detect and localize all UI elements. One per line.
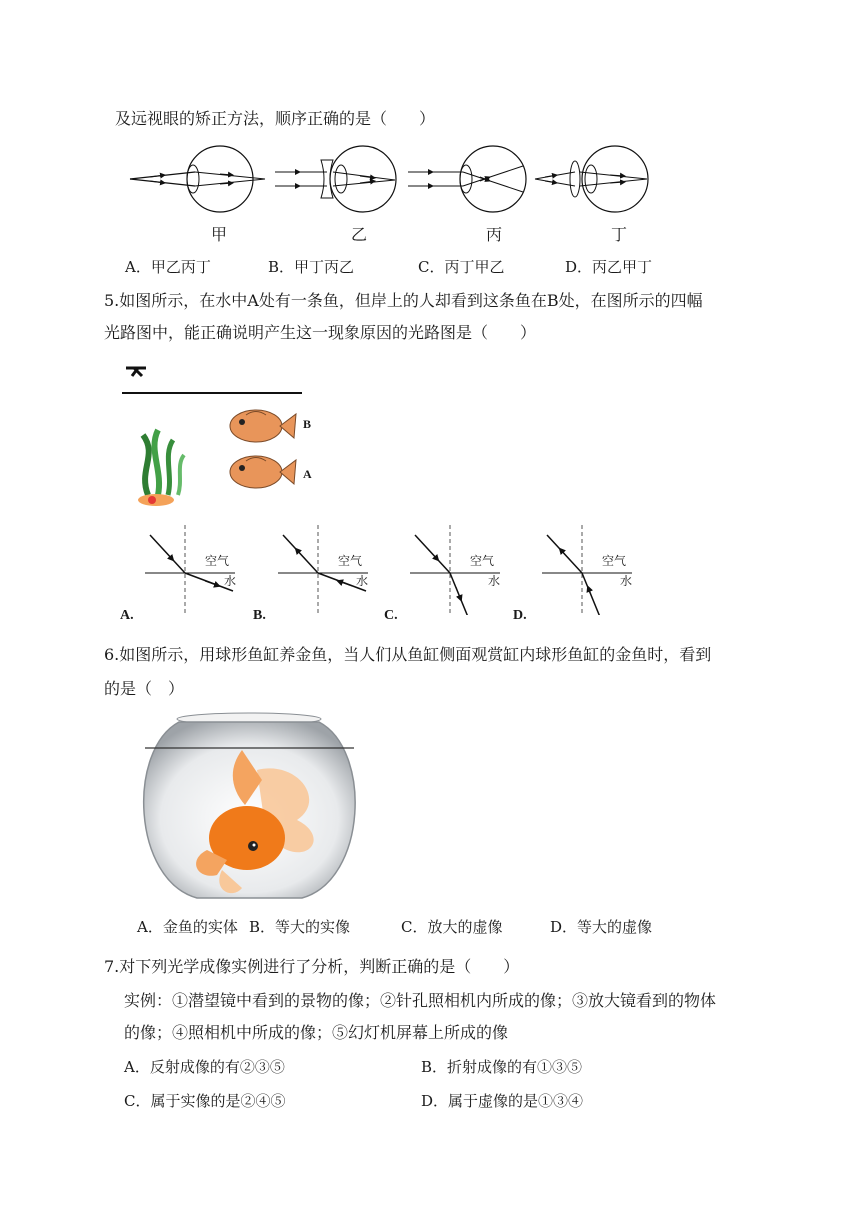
panel-label-a: A. — [120, 608, 134, 623]
panel-b-water-label: 水 — [356, 574, 369, 588]
eye-diagram-yi — [275, 146, 396, 212]
eye-icon — [126, 368, 146, 376]
fishbowl-figure — [137, 710, 362, 906]
panel-d-water-label: 水 — [620, 574, 633, 588]
q7-option-a: A．反射成像的有②③⑤ — [124, 1058, 285, 1076]
panel-c-water-label: 水 — [488, 574, 501, 588]
eye-diagrams-figure — [125, 144, 685, 224]
q6-option-b: B．等大的实像 — [249, 918, 351, 936]
q7-example-line2: 的像；④照相机中所成的像；⑤幻灯机屏幕上所成的像 — [124, 1023, 509, 1042]
q6-stem-line1: 6.如图所示，用球形鱼缸养金鱼，当人们从鱼缸侧面观赏缸内球形鱼缸的金鱼时，看到 — [104, 645, 712, 664]
q6-option-d: D．等大的虚像 — [550, 918, 653, 936]
q7-option-d: D．属于虚像的是①③④ — [421, 1092, 584, 1110]
eye-diagram-ding — [535, 146, 648, 212]
panel-d-air-label: 空气 — [602, 554, 627, 568]
fish-scene-figure — [118, 360, 348, 520]
figure-label-jia: 甲 — [211, 225, 228, 244]
fish-label-a: A — [303, 467, 312, 481]
q7-option-c: C．属于实像的是②④⑤ — [124, 1092, 286, 1110]
eye-diagram-bing — [408, 146, 526, 212]
q7-option-b: B．折射成像的有①③⑤ — [421, 1058, 583, 1076]
q4-intro: 及远视眼的矫正方法，顺序正确的是（ ） — [115, 109, 436, 128]
panel-a-air-label: 空气 — [205, 554, 230, 568]
q4-option-b: B．甲丁丙乙 — [268, 258, 355, 276]
eye-diagram-jia — [130, 146, 265, 212]
panel-b-air-label: 空气 — [338, 554, 363, 568]
panel-c-air-label: 空气 — [470, 554, 495, 568]
figure-label-bing: 丙 — [486, 225, 503, 244]
panel-label-b: B. — [253, 608, 266, 623]
q4-option-a: A．甲乙丙丁 — [125, 258, 211, 276]
figure-label-yi: 乙 — [351, 225, 368, 244]
q6-option-c: C．放大的虚像 — [401, 918, 503, 936]
q5-stem-line1: 5.如图所示，在水中A处有一条鱼，但岸上的人却看到这条鱼在B处，在图所示的四幅 — [104, 291, 703, 310]
q5-stem-line2: 光路图中，能正确说明产生这一现象原因的光路图是（ ） — [104, 323, 537, 342]
q4-option-d: D．丙乙甲丁 — [565, 258, 653, 276]
fish-label-b: B — [303, 417, 312, 431]
q6-stem-line2: 的是（ ） — [104, 679, 185, 698]
fish-b-icon — [230, 410, 296, 442]
panel-label-c: C. — [384, 608, 398, 623]
seaweed-icon — [138, 430, 184, 506]
panel-label-d: D. — [513, 608, 527, 623]
fish-a-icon — [230, 456, 296, 488]
q7-example-line1: 实例：①潜望镜中看到的景物的像；②针孔照相机内所成的像；③放大镜看到的物体 — [124, 991, 717, 1010]
q4-option-c: C．丙丁甲乙 — [418, 258, 505, 276]
figure-label-ding: 丁 — [611, 225, 628, 244]
q6-option-a: A．金鱼的实体 — [137, 918, 238, 936]
panel-a-water-label: 水 — [224, 574, 237, 588]
q7-stem: 7.对下列光学成像实例进行了分析，判断正确的是（ ） — [104, 957, 520, 976]
